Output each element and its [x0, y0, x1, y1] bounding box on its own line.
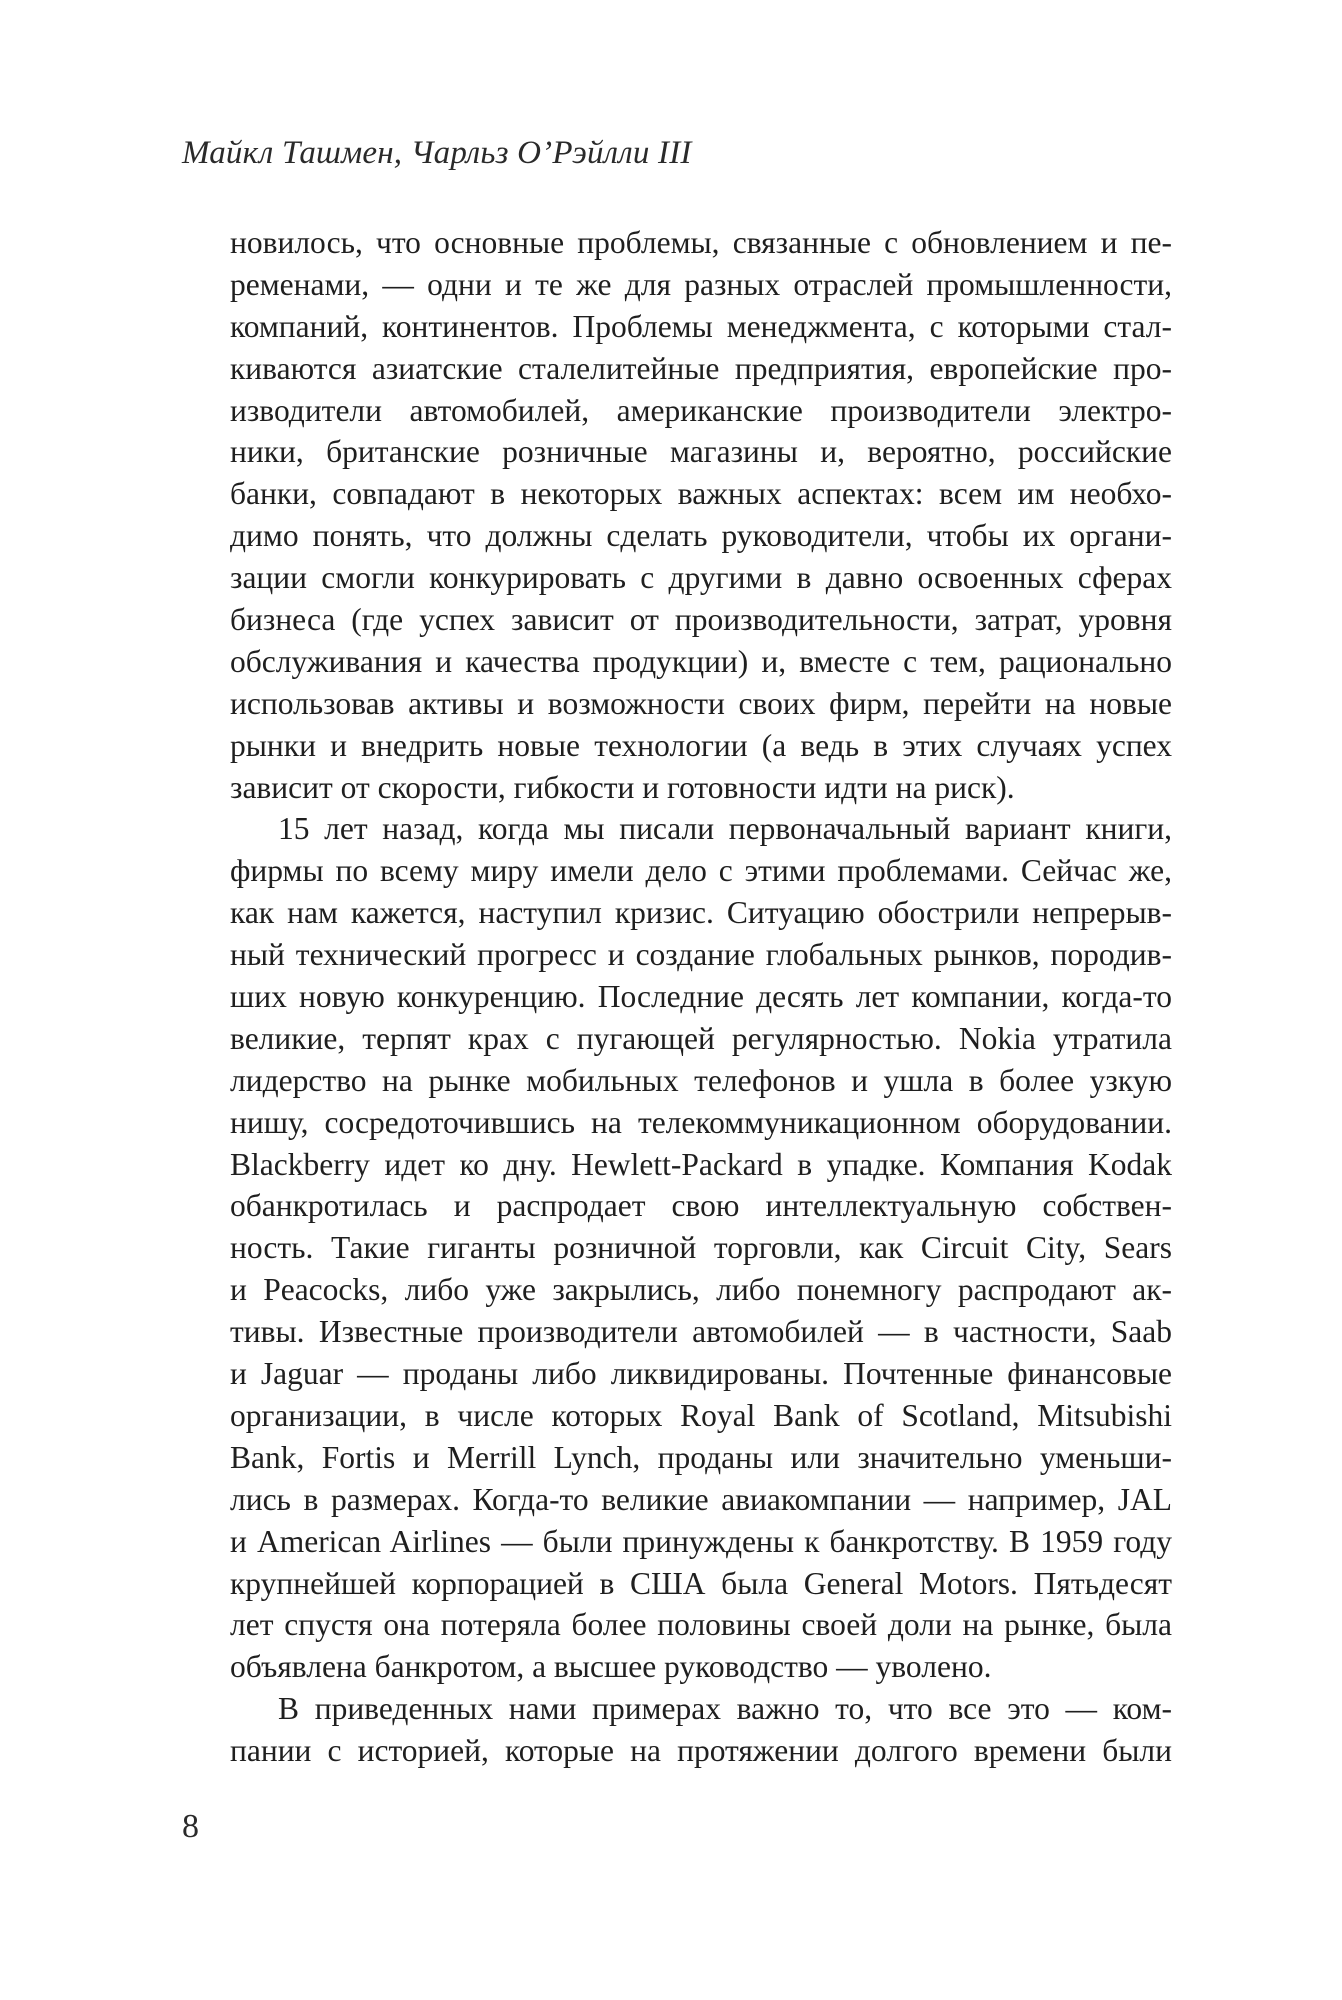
- text-line: крупнейшей корпорацией в США была General Motors. Пятьдесят: [230, 1565, 1172, 1601]
- text-line: лет спустя она потеряла более половины своей доли на рынке, была: [230, 1607, 1172, 1643]
- text-line: пании с историей, которые на протяжении долгого времени были: [230, 1733, 1172, 1769]
- text-line: лидерство на рынке мобильных телефонов и ушла в более узкую: [230, 1062, 1172, 1098]
- text-line: димо понять, что должны сделать руководители, чтобы их органи-: [230, 518, 1172, 554]
- page-number: 8: [182, 1808, 199, 1845]
- text-line: зации смогли конкурировать с другими в давно освоенных сферах: [230, 560, 1172, 596]
- text-line: киваются азиатские сталелитейные предприятия, европейские про-: [230, 350, 1172, 386]
- text-line: бизнеса (где успех зависит от производительности, затрат, уровня: [230, 602, 1172, 638]
- text-line: организации, в числе которых Royal Bank of Scotland, Mitsubishi: [230, 1397, 1172, 1433]
- text-line: ный технический прогресс и создание глобальных рынков, породив-: [230, 937, 1172, 973]
- text-line: обанкротилась и распродает свою интеллектуальную собствен-: [230, 1188, 1172, 1224]
- text-line: Blackberry идет ко дну. Hewlett-Packard в упадке. Компания Kodak: [230, 1146, 1172, 1182]
- text-line: ность. Такие гиганты розничной торговли, как Circuit City, Sears: [230, 1230, 1172, 1266]
- text-line: обслуживания и качества продукции) и, вместе с тем, рационально: [230, 643, 1172, 679]
- text-line: изводители автомобилей, американские производители электро-: [230, 392, 1172, 428]
- text-line: тивы. Известные производители автомобилей — в частности, Saab: [230, 1314, 1172, 1350]
- text-line: фирмы по всему миру имели дело с этими проблемами. Сейчас же,: [230, 853, 1172, 889]
- text-line: как нам кажется, наступил кризис. Ситуацию обострили непрерыв-: [230, 895, 1172, 931]
- text-line: и Jaguar — проданы либо ликвидированы. Почтенные финансовые: [230, 1356, 1172, 1392]
- text-line: компаний, континентов. Проблемы менеджмента, с которыми стал-: [230, 308, 1172, 344]
- paragraph-first-line: В приведенных нами примерах важно то, что все это — ком-: [278, 1691, 1172, 1727]
- text-line: рынки и внедрить новые технологии (а ведь в этих случаях успех: [230, 727, 1172, 763]
- text-line: и American Airlines — были принуждены к банкротству. В 1959 году: [230, 1523, 1172, 1559]
- text-line: лись в размерах. Когда-то великие авиакомпании — например, JAL: [230, 1481, 1172, 1517]
- text-line: банки, совпадают в некоторых важных аспектах: всем им необхо-: [230, 476, 1172, 512]
- text-line: Bank, Fortis и Merrill Lynch, проданы или значительно уменьши-: [230, 1439, 1172, 1475]
- running-header: Майкл Ташмен, Чарльз О’Рэйлли III: [182, 135, 692, 171]
- text-line: нишу, сосредоточившись на телекоммуникационном оборудовании.: [230, 1104, 1172, 1140]
- paragraph-first-line: 15 лет назад, когда мы писали первоначальный вариант книги,: [278, 811, 1172, 847]
- text-line: великие, терпят крах с пугающей регулярностью. Nokia утратила: [230, 1020, 1172, 1056]
- text-line: новилось, что основные проблемы, связанные с обновлением и пе-: [230, 225, 1172, 260]
- body-text: [230, 222, 1172, 1772]
- text-line: и Peacocks, либо уже закрылись, либо понемногу распродают ак-: [230, 1272, 1172, 1308]
- text-line: использовав активы и возможности своих фирм, перейти на новые: [230, 685, 1172, 721]
- text-line: зависит от скорости, гибкости и готовности идти на риск).: [230, 769, 1015, 805]
- text-line: ники, британские розничные магазины и, вероятно, российские: [230, 434, 1172, 470]
- text-line: ременами, — одни и те же для разных отраслей промышленности,: [230, 266, 1172, 302]
- text-line: объявлена банкротом, а высшее руководство — уволено.: [230, 1649, 992, 1685]
- text-line: ших новую конкуренцию. Последние десять лет компании, когда-то: [230, 979, 1172, 1015]
